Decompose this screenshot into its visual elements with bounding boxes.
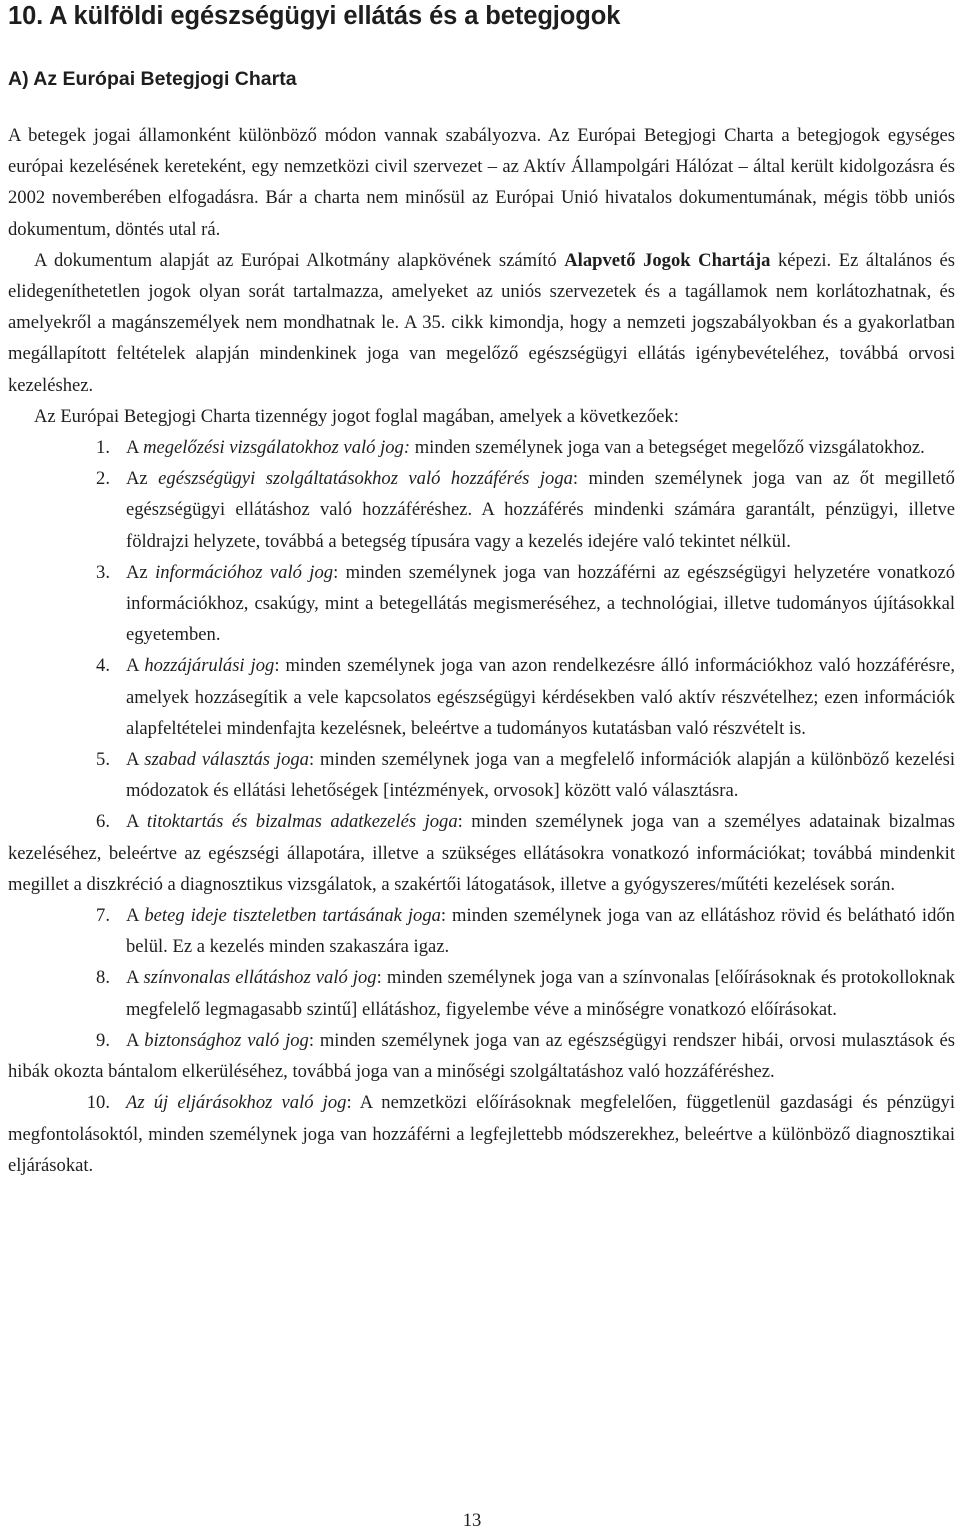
paragraph-charter-basis	[8, 245, 955, 401]
list-number: 8.	[96, 967, 110, 989]
paragraph-text: A dokumentum alapját az Európai Alkotmány alapkövének számító	[34, 249, 565, 271]
list-item: 4. A hozzájárulási jog: minden személynek joga van azon rendelkezésre álló információkhoz való hozzáférésre, amelyek hozzásegítik a vele kapcsolatos egészségügyi kérdésekben való aktív részvételhez; ezen információk alapfeltételei mindenfajta kezelésnek, beleértve a tudományos kutatásban való részvételt is.	[8, 650, 955, 744]
list-number: 2.	[96, 468, 110, 490]
list-number: 4.	[96, 655, 110, 677]
rights-list	[8, 432, 955, 1181]
paragraph-list-intro: Az Európai Betegjogi Charta tizennégy jogot foglal magában, amelyek a következőek:	[34, 405, 679, 427]
right-term: Az új eljárásokhoz való jog	[126, 1092, 347, 1114]
list-number: 7.	[96, 905, 110, 927]
right-term: színvonalas ellátáshoz való jog	[143, 967, 377, 989]
list-item: 9. A biztonsághoz való jog: minden személynek joga van az egészségügyi rendszer hibái, orvosi mulasztások és hibák okozta bántalom elkerüléséhez, továbbá joga van a minőségi szolgáltatáshoz való hozzáféréshez.	[8, 1025, 955, 1087]
page-number: 13	[462, 1510, 482, 1531]
list-item: 1. A megelőzési vizsgálatokhoz való jog: minden személynek joga van a betegséget megelőző vizsgálatokhoz.	[8, 432, 955, 463]
list-item: 5. A szabad választás joga: minden személynek joga van a megfelelő információk alapján a különböző kezelési módozatok és ellátási lehetőségek [intézmények, orvosok] között való választásra.	[8, 744, 955, 806]
right-term: egészségügyi szolgáltatásokhoz való hozzáférés joga	[158, 468, 573, 490]
right-term: hozzájárulási jog	[144, 655, 275, 677]
chapter-title: 10. A külföldi egészségügyi ellátás és a betegjogok	[8, 2, 621, 30]
list-number: 9.	[96, 1029, 110, 1051]
list-number: 10.	[86, 1092, 110, 1114]
bold-term: Alapvető Jogok Chartája	[564, 249, 771, 271]
body-text	[8, 120, 955, 1181]
right-term: titoktartás és bizalmas adatkezelés joga	[146, 811, 458, 833]
list-number: 1.	[96, 437, 110, 459]
list-item: 8. A színvonalas ellátáshoz való jog: minden személynek joga van a színvonalas [előírásoknak és protokolloknak megfelelő legmagasabb szintű] ellátáshoz, figyelembe véve a minőségre vonatkozó előírásokat.	[8, 962, 955, 1024]
paragraph-intro: A betegek jogai államonként különböző módon vannak szabályozva. Az Európai Betegjogi Charta a betegjogok egységes európai kezelésének kereteként, egy nemzetközi civil szervezet – az Aktív Állampolgári Hálózat – által került kidolgozásra és 2002 novemberében elfogadásra. Bár a charta nem minősül az Európai Unió hivatalos dokumentumának, mégis több uniós dokumentum, döntés utal rá.	[8, 125, 955, 240]
right-term: információhoz való jog	[155, 561, 334, 583]
list-item: 3. Az információhoz való jog: minden személynek joga van hozzáférni az egészségügyi helyzetére vonatkozó információkhoz, csakúgy, mint a betegellátás megismeréséhez, a technológiai, illetve tudományos újításokkal egyetemben.	[8, 557, 955, 651]
section-title: A) Az Európai Betegjogi Charta	[8, 68, 297, 90]
paragraph-text: képezi. Ez általános és elidegeníthetetlen jogok olyan sorát tartalmazza, amelyeket az uniós szervezetek és a tagállamok nem korlátozhatnak, és amelyekről a magánszemélyek nem mondhatnak le. A 35. cikk kimondja, hogy a nemzeti jogszabályokban és a gyakorlatban megállapított feltételek alapján mindenkinek joga van megelőző egészségügyi ellátás igénybevételéhez, továbbá orvosi kezeléshez.	[8, 249, 955, 396]
list-number: 3.	[96, 561, 110, 583]
right-term: megelőzési vizsgálatokhoz való jog:	[143, 437, 411, 459]
list-number: 6.	[96, 811, 110, 833]
list-item: 7. A beteg ideje tiszteletben tartásának joga: minden személynek joga van az ellátáshoz rövid és belátható időn belül. Ez a kezelés minden szakaszára igaz.	[8, 900, 955, 962]
right-term: szabad választás joga	[144, 749, 309, 771]
right-term: biztonsághoz való jog	[144, 1029, 309, 1051]
list-item: 10. Az új eljárásokhoz való jog: A nemzetközi előírásoknak megfelelően, függetlenül gazdasági és pénzügyi megfontolásoktól, minden személynek joga van hozzáférni a legfejlettebb módszerekhez, beleértve a különböző diagnosztikai eljárásokat.	[8, 1087, 955, 1181]
list-number: 5.	[96, 749, 110, 771]
list-item: 2. Az egészségügyi szolgáltatásokhoz való hozzáférés joga: minden személynek joga van az őt megillető egészségügyi ellátáshoz való hozzáféréshez. A hozzáférés mindenki számára garantált, pénzügyi, illetve földrajzi helyzete, továbbá a betegség típusára vagy a kezelés idejére való tekintet nélkül.	[8, 463, 955, 557]
list-item: 6. A titoktartás és bizalmas adatkezelés joga: minden személynek joga van a személyes adatainak bizalmas kezeléséhez, beleértve az egészségi állapotára, illetve a szükséges ellátásokra vonatkozó információkat; továbbá mindenkit megillet a diszkréció a diagnosztikus vizsgálatok, a szakértői látogatások, illetve a gyógyszeres/műtéti kezelések során.	[8, 806, 955, 900]
right-term: beteg ideje tiszteletben tartásának joga	[144, 905, 441, 927]
